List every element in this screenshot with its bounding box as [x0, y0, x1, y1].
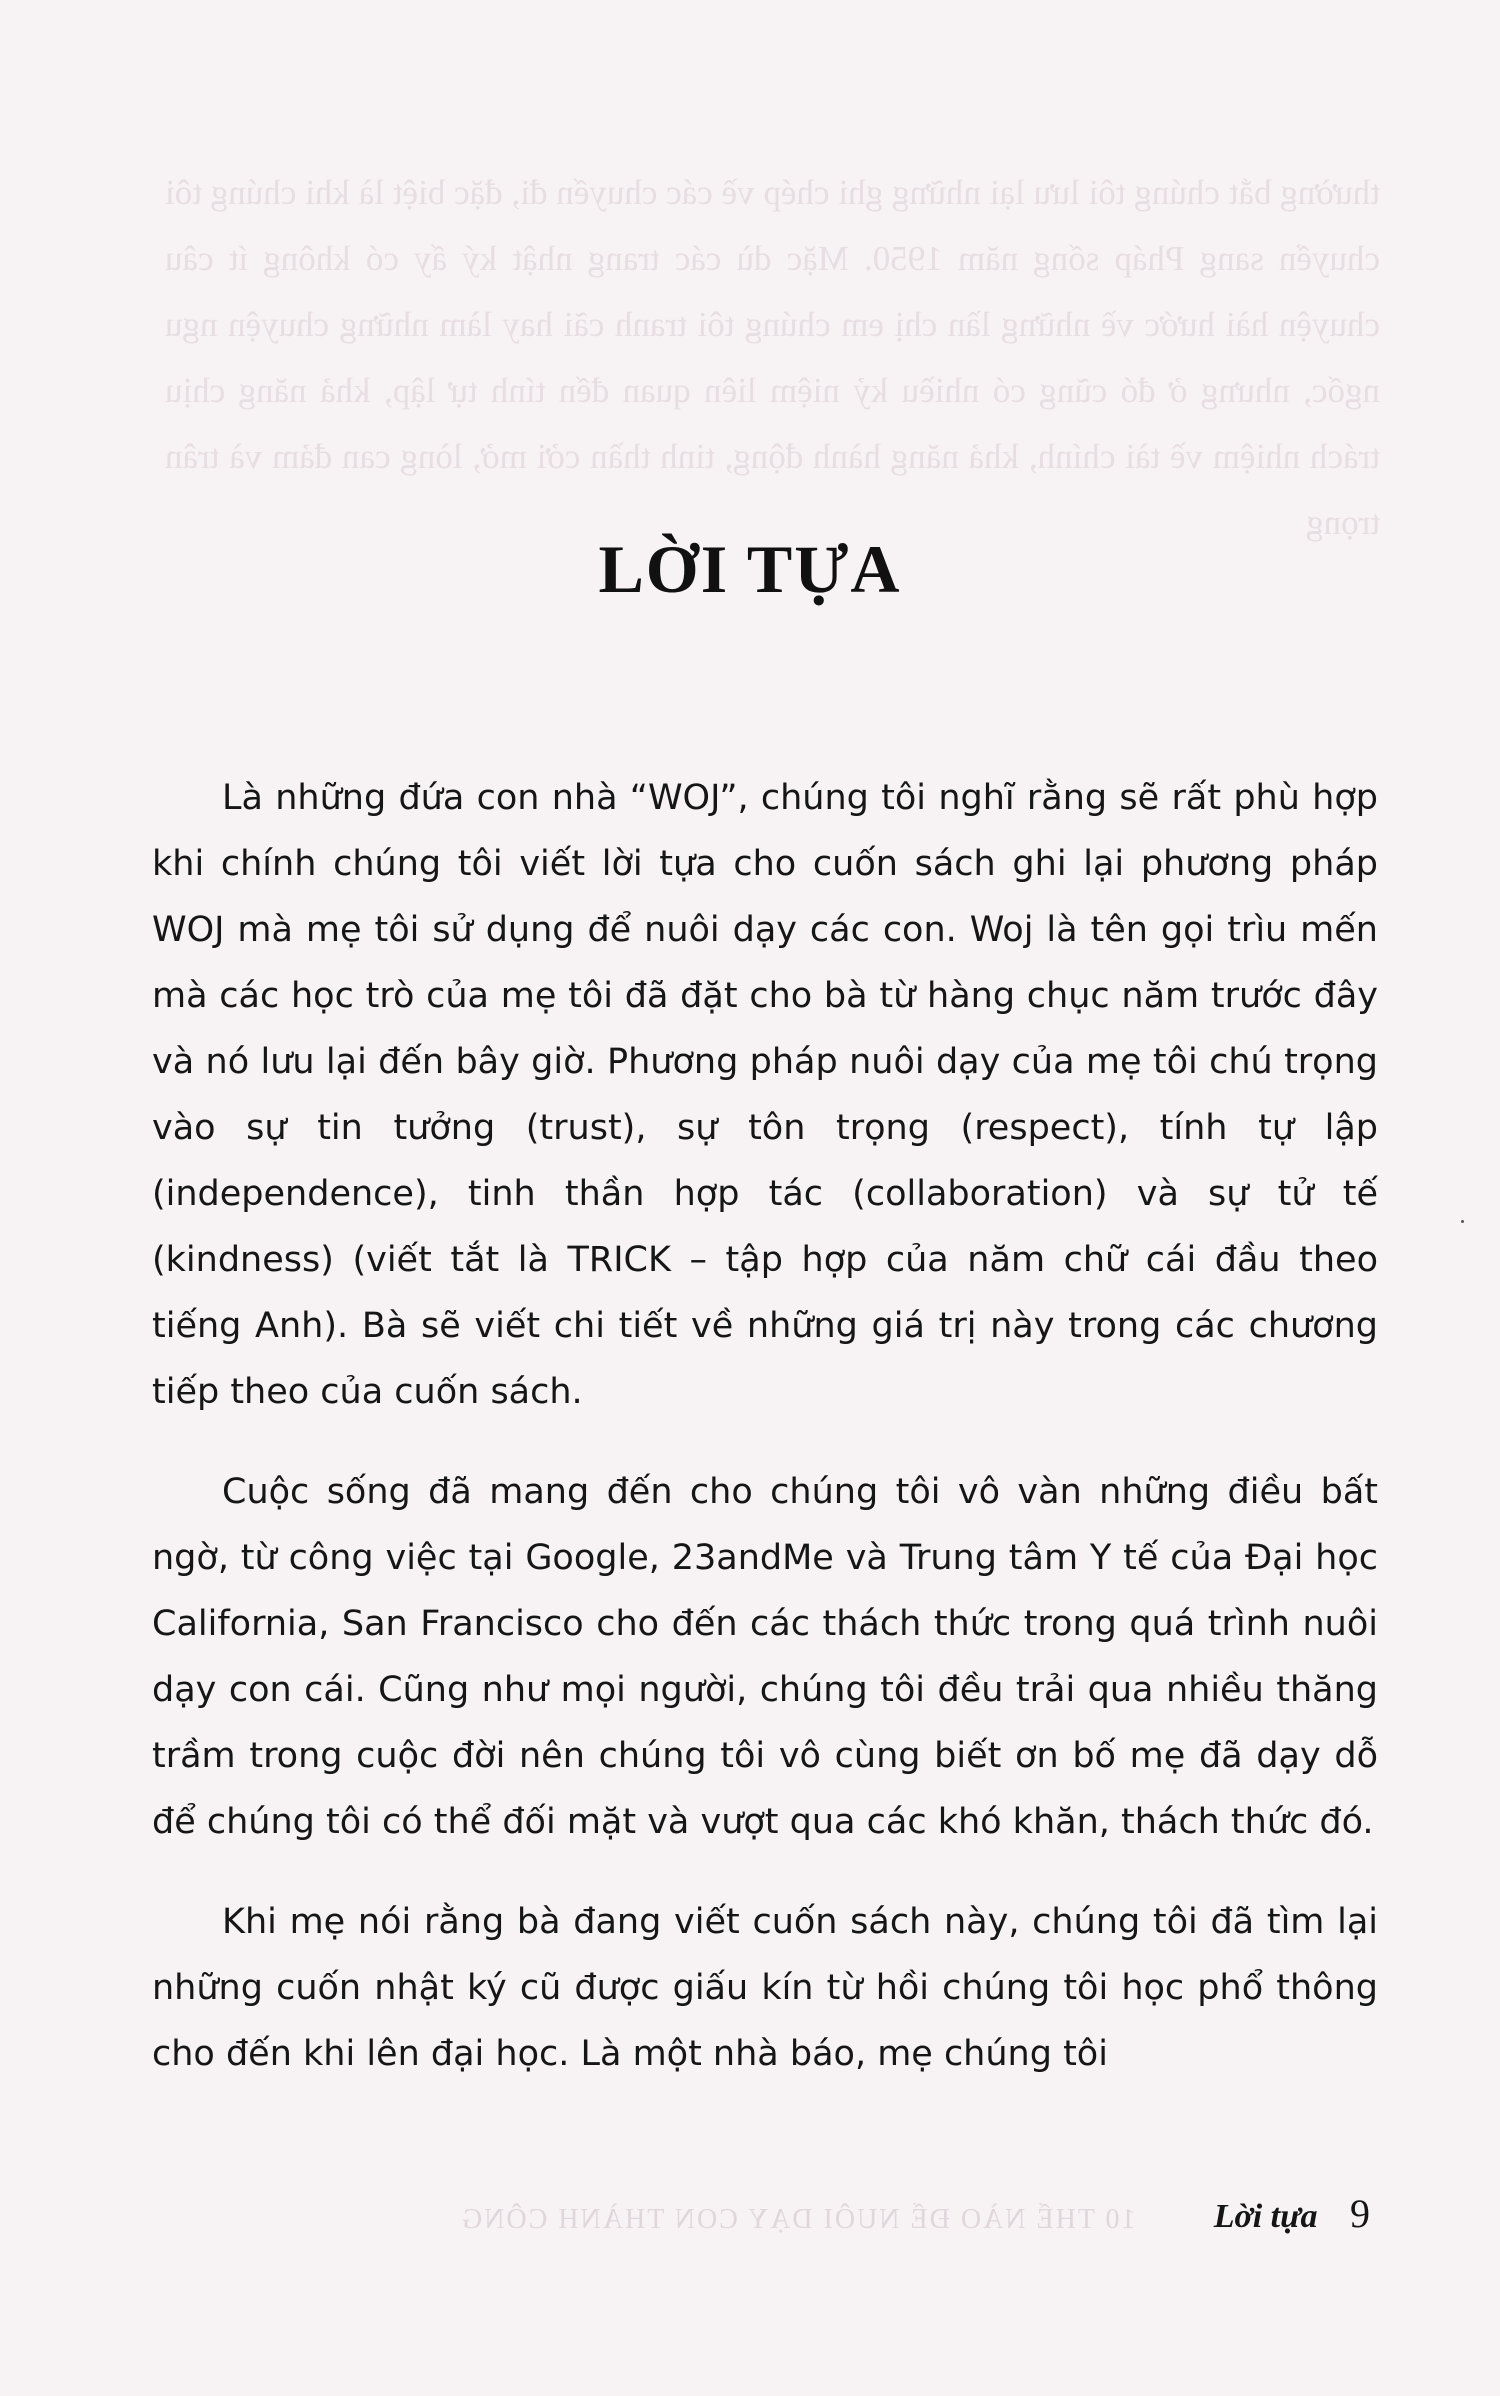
paragraph-2: Cuộc sống đã mang đến cho chúng tôi vô vàn những điều bất ngờ, từ công việc tại Google, 23andMe và Trung tâm Y tế của Đại học California, San Francisco cho đến các thách thức trong quá trình nuôi dạy con cái. Cũng như mọi người, chúng tôi đều trải qua nhiều thăng trầm trong cuộc đời nên chúng tôi vô cùng biết ơn bố mẹ đã dạy dỗ để chúng tôi có thể đối mặt và vượt qua các khó khăn, thách thức đó. — [152, 1472, 1378, 1842]
page-number: 9 — [1350, 2191, 1370, 2236]
running-title: Lời tựa — [1213, 2198, 1318, 2235]
page-title: LỜI TỰA — [598, 531, 902, 607]
paragraph-3: Khi mẹ nói rằng bà đang viết cuốn sách này, chúng tôi đã tìm lại những cuốn nhật ký cũ được giấu kín từ hồi chúng tôi học phổ thông cho đến khi lên đại học. Là một nhà báo, mẹ chúng tôi — [152, 1902, 1378, 2074]
show-through-running-head: 10 THẾ NÀO ĐỂ NUÔI DẠY CON THÀNH CÔNG — [460, 2204, 1136, 2235]
paragraph-1: Là những đứa con nhà “WOJ”, chúng tôi nghĩ rằng sẽ rất phù hợp khi chính chúng tôi viết lời tựa cho cuốn sách ghi lại phương pháp WOJ mà mẹ tôi sử dụng để nuôi dạy các con. Woj là tên gọi trìu mến mà các học trò của mẹ tôi đã đặt cho bà từ hàng chục năm trước đây và nó lưu lại đến bây giờ. Phương pháp nuôi dạy của mẹ tôi chú trọng vào sự tin tưởng (trust), sự tôn trọng (respect), tính tự lập (independence), tinh thần hợp tác (collaboration) và sự tử tế (kindness) (viết tắt là TRICK – tập hợp của năm chữ cái đầu theo tiếng Anh). Bà sẽ viết chi tiết về những giá trị này trong các chương tiếp theo của cuốn sách. — [152, 778, 1378, 1412]
body-text — [152, 765, 1378, 2121]
show-through-text: thường bắt chúng tôi lưu lại những ghi chép về các chuyến đi, đặc biệt là khi chúng tôi chuyển sang Pháp sống năm 1950. Mặc dù các trang nhật ký ấy có không ít câu chuyện hài hước về những lần chị em chúng tôi tranh cãi hay làm những chuyện ngu ngốc, nhưng ở đó cũng có nhiều kỷ niệm liên quan đến tính tự lập, khả năng chịu trách nhiệm về tài chính, khả năng hành động, tinh thần cởi mở, lòng can đảm và trân trọng — [165, 173, 1380, 542]
page-footer — [1214, 2190, 1370, 2237]
paper-speck — [1461, 1220, 1464, 1223]
